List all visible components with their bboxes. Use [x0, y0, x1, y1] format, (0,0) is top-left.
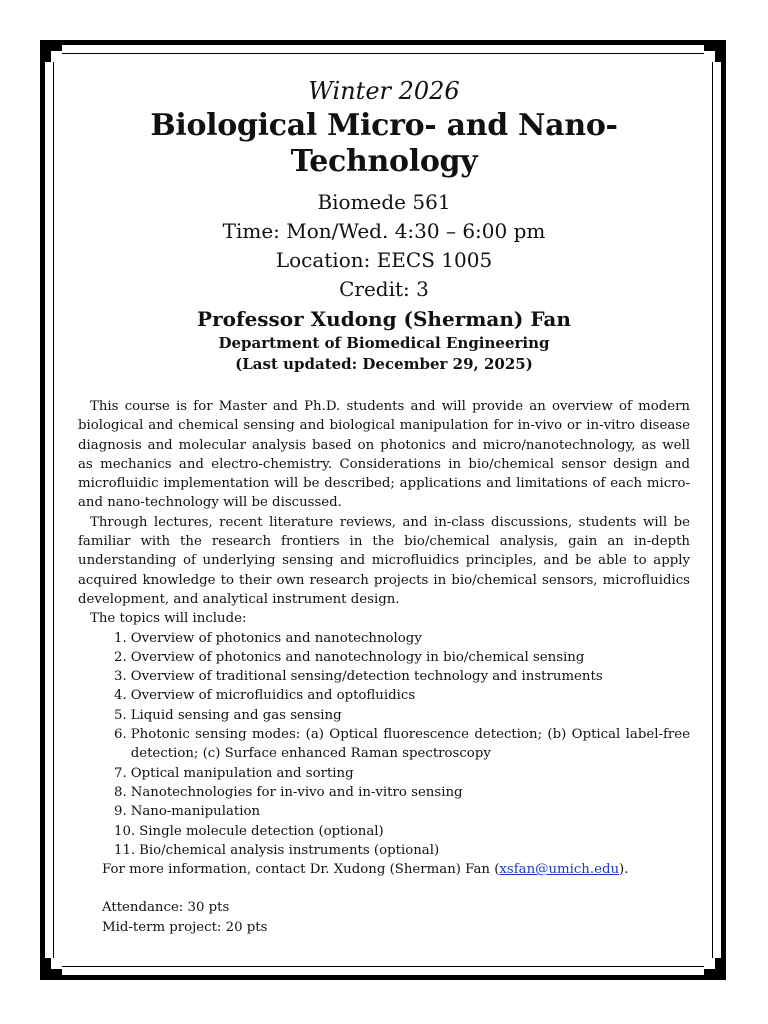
topic-text: Single molecule detection (optional)	[139, 823, 384, 839]
department: Department of Biomedical Engineering	[218, 334, 550, 352]
frame-corner-notch	[51, 958, 62, 969]
topics-list	[78, 629, 690, 861]
topic-number: 7.	[114, 765, 127, 781]
description-paragraph: Through lectures, recent literature reviews, and in-class discussions, students will be familiar with the research frontiers in the bio/chemical analysis, gain an in-depth understanding of underlying sensing and microfluidics principles, and be able to apply acquired knowledge to their own research projects in bio/chemical sensors, microfluidics development, and analytical instrument design.	[78, 514, 690, 607]
description-paragraph: This course is for Master and Ph.D. students and will provide an overview of modern biological and chemical sensing and biological manipulation for in-vivo or in-vitro disease diagnosis and molecular analysis based on photonics and micro/nanotechnology, as well as mechanics and electro-chemistry. Considerations in bio/chemical sensor design and microfluidic implementation will be described; applications and limitations of each micro- and nano-technology will be discussed.	[78, 399, 690, 511]
topic-item	[78, 706, 690, 725]
topic-text: Overview of microfluidics and optofluidics	[130, 688, 416, 704]
topic-item	[78, 783, 690, 802]
topic-number: 9.	[114, 804, 127, 820]
course-time: Time: Mon/Wed. 4:30 – 6:00 pm	[222, 219, 546, 243]
topic-number: 2.	[114, 649, 127, 665]
topic-number: 10.	[114, 823, 136, 839]
contact-suffix: ).	[619, 862, 629, 878]
contact-line	[102, 860, 690, 879]
topic-number: 1.	[114, 630, 127, 646]
course-title: Biological Micro- and Nano-Technology	[150, 108, 618, 179]
frame-corner-notch	[51, 51, 62, 62]
topic-item	[78, 629, 690, 648]
topics-intro: The topics will include:	[90, 611, 247, 627]
topic-text: Bio/chemical analysis instruments (optional)	[139, 842, 440, 858]
topic-item	[78, 764, 690, 783]
topic-text: Overview of traditional sensing/detection technology and instruments	[130, 669, 603, 685]
frame-corner-notch	[704, 51, 715, 62]
course-header	[78, 76, 690, 375]
topic-item	[78, 841, 690, 860]
topic-number: 6.	[114, 727, 127, 743]
contact-email-link[interactable]: xsfan@umich.edu	[499, 862, 620, 878]
topic-text: Photonic sensing modes: (a) Optical fluorescence detection; (b) Optical label-free detection; (c) Surface enhanced Raman spectroscopy	[130, 727, 690, 762]
course-location: Location: EECS 1005	[275, 248, 493, 272]
last-updated: (Last updated: December 29, 2025)	[235, 355, 533, 373]
topic-number: 11.	[114, 842, 136, 858]
topic-number: 3.	[114, 669, 127, 685]
topic-item	[78, 686, 690, 705]
topic-item	[78, 725, 690, 764]
grading-item: Mid-term project: 20 pts	[102, 919, 268, 935]
contact-prefix: For more information, contact Dr. Xudong (Sherman) Fan (	[102, 862, 500, 878]
topic-item	[78, 802, 690, 821]
topic-text: Liquid sensing and gas sensing	[130, 707, 342, 723]
topic-item	[78, 648, 690, 667]
frame-corner-notch	[704, 958, 715, 969]
topic-item	[78, 822, 690, 841]
topic-text: Optical manipulation and sorting	[130, 765, 354, 781]
course-credit: Credit: 3	[339, 277, 429, 301]
grading-list	[102, 898, 690, 937]
topic-text: Overview of photonics and nanotechnology in bio/chemical sensing	[130, 649, 585, 665]
grading-item: Attendance: 30 pts	[102, 900, 230, 916]
topic-number: 4.	[114, 688, 127, 704]
topic-text: Nanotechnologies for in-vivo and in-vitro sensing	[130, 784, 463, 800]
term: Winter 2026	[308, 77, 460, 105]
topic-text: Overview of photonics and nanotechnology	[130, 630, 422, 646]
topic-number: 8.	[114, 784, 127, 800]
topic-text: Nano-manipulation	[130, 804, 261, 820]
topic-number: 5.	[114, 707, 127, 723]
flyer-content	[78, 76, 690, 937]
topic-item	[78, 667, 690, 686]
professor-name: Professor Xudong (Sherman) Fan	[197, 307, 571, 331]
course-number: Biomede 561	[317, 190, 451, 214]
course-description	[78, 397, 690, 937]
